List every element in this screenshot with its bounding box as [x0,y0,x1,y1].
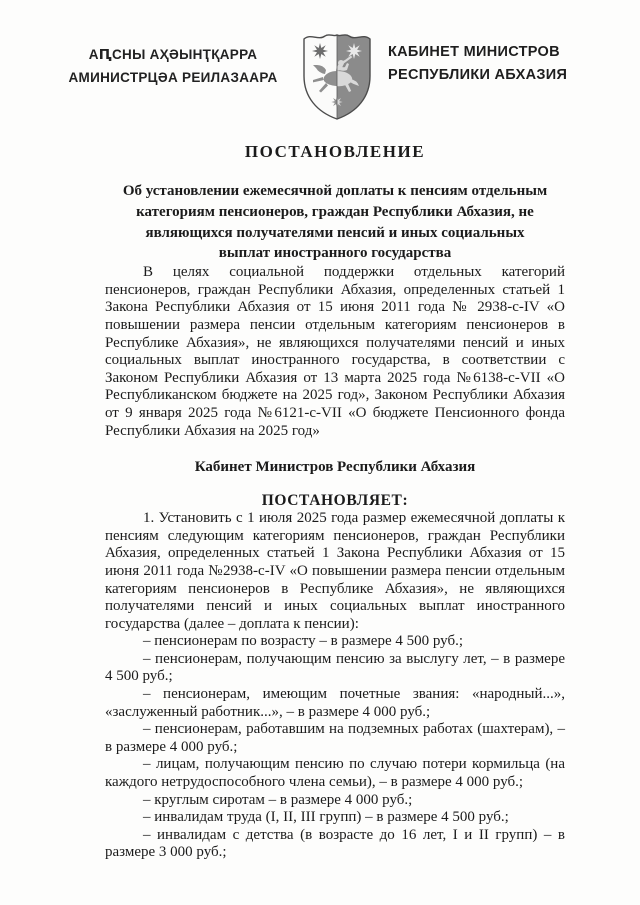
payment-item: – пенсионерам, имеющим почетные звания: «народный...», «заслуженный работник...», – в размере 4 000 руб.; [105,686,565,720]
resolution-keyword: ПОСТАНОВЛЯЕТ: [261,492,409,510]
payment-item: – пенсионерам, получающим пенсию за выслугу лет, – в размере 4 500 руб.; [105,650,565,685]
org-name-abkhaz-line1: АԤСНЫ АҲӘЫНҬҚАРРА [88,47,258,62]
clause-1: 1. Установить с 1 июля 2025 года размер ежемесячной доплаты к пенсиям следующим категориям пенсионеров, граждан Республики Абхазия, определенных статьей 1 Закона Республики Абхазия от 15 июня 2011 года №2938-с-IV «О повышении размера пенсии отдельным категориям пенсионеров в Республике Абхазия», не являющихся получателями пенсий и иных социальных выплат иностранного государства (далее – доплата к пенсии): [105,510,565,632]
payment-list [105,633,565,862]
payment-item: – пенсионерам, работавшим на подземных работах (шахтерам), – в размере 4 000 руб.; [105,721,565,755]
org-name-abkhaz-line2: АМИНИСТРЦӘА РЕИЛАЗААРА [68,70,278,85]
issuing-authority: Кабинет Министров Республики Абхазия [194,459,476,476]
org-name-russian-line2: РЕСПУБЛИКИ АБХАЗИЯ [388,67,568,83]
payment-item: – инвалидам труда (I, II, III групп) – в размере 4 500 руб.; [143,809,509,826]
payment-item: – пенсионерам по возрасту – в размере 4 500 руб.; [143,633,464,650]
decree-preamble: В целях социальной поддержки отдельных категорий пенсионеров, граждан Республики Абхазия, определенных статьей 1 Закона Республики Абхазия от 15 июня 2011 года № 2938-с-IV «О повышении размера пенсии отдельным категориям пенсионеров в Республике Абхазия», не являющихся получателями пенсий и иных социальных выплат иностранного государства, в соответствии с Законом Республики Абхазия от 13 марта 2025 года №6138-с-VII «О Республиканском бюджете на 2025 год», Законом Республики Абхазия от 9 января 2025 года №6121-с-VII «О бюджете Пенсионного фонда Республики Абхазия на 2025 год» [105,264,565,439]
decree-subject: Об установлении ежемесячной доплаты к пенсиям отдельным категориям пенсионеров, граждан Республики Абхазия, не являющихся получателями пенсий и иных социальных выплат иностранного государства [122,183,548,262]
decree-title: ПОСТАНОВЛЕНИЕ [244,142,426,161]
decree-body [105,0,565,862]
payment-item: – лицам, получающим пенсию по случаю потери кормильца (на каждого нетрудоспособного члена семьи), – в размере 4 000 руб.; [105,756,565,791]
payment-item: – круглым сиротам – в размере 4 000 руб.; [143,791,413,808]
payment-item: – инвалидам с детства (в возрасте до 16 лет, I и II групп) – в размере 3 000 руб.; [105,826,565,861]
org-name-russian-line1: КАБИНЕТ МИНИСТРОВ [388,44,560,60]
